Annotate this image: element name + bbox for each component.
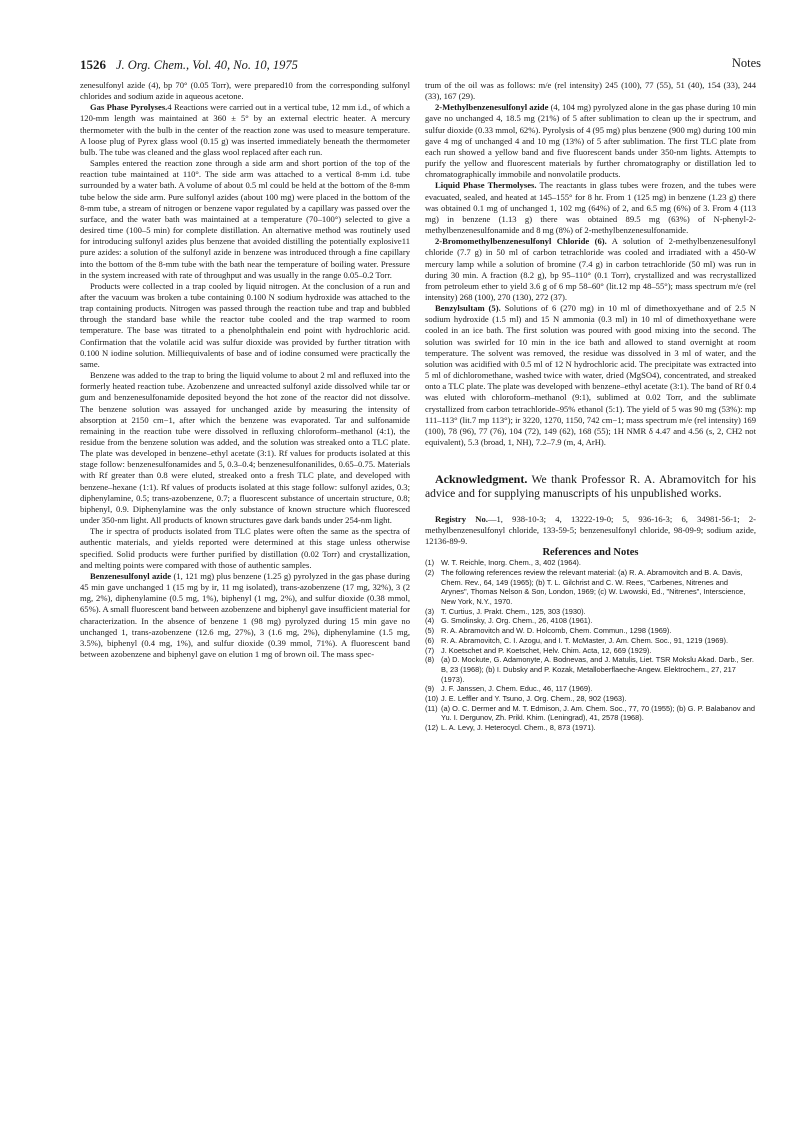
reference-item: (3) T. Curtius, J. Prakt. Chem., 125, 303 (1930). — [425, 606, 586, 616]
run-in-heading: Liquid Phase Thermolyses. — [435, 180, 537, 191]
registry-heading: Registry No. — [435, 513, 488, 524]
reference-item: (4) G. Smolinsky, J. Org. Chem., 26, 4108 (1961). — [425, 616, 593, 626]
paragraph: The ir spectra of products isolated from TLC plates were often the same as the spectra of authentic materials, and yields reported were determined at this stage unless otherwise specified. Solid products were further purified by distillation (0.02 Torr) and crystallization, and melting points were compared with those of authentic samples. — [80, 526, 410, 570]
paragraph-bromomethyl-chloride: 2-Bromomethylbenzenesulfonyl Chloride (6). A solution of 2-methylbenzenesulfonyl chloride (7.7 g) in 50 ml of carbon tetrachloride was cooled and irradiated with a 450-W mercury lamp while a solution of bromine (7.4 g) in carbon tetrachloride (50 ml) was run in during 30 min. A fraction (8.2 g), bp 95–110° (0.1 Torr), crystallized and was recrystallized from petroleum ether to yield 3.6 g of 6 mp 58–60° (lit.12 mp 48–55°); mass spectrum m/e (rel intensity) 268 (100), 270 (130), 272 (37). — [425, 236, 756, 302]
run-in-heading: Benzylsultam (5). — [435, 303, 501, 314]
journal-citation: J. Org. Chem., Vol. 40, No. 10, 1975 — [116, 58, 298, 72]
paragraph: trum of the oil was as follows: m/e (rel intensity) 245 (100), 77 (55), 51 (40), 154 (33), 244 (33), 167 (29). — [425, 80, 756, 102]
reference-item: (12) L. A. Levy, J. Heterocycl. Chem., 8, 873 (1971). — [425, 723, 596, 733]
reference-item: (6) R. A. Abramovitch, C. I. Azogu, and I. T. McMaster, J. Am. Chem. Soc., 91, 1219 (1969). — [425, 635, 728, 645]
reference-item: (7) J. Koetschet and P. Koetschet, Helv. Chim. Acta, 12, 669 (1929). — [425, 645, 652, 655]
acknowledgment: Acknowledgment. We thank Professor R. A. Abramovitch for his advice and for supplying manuscripts of his unpublished works. — [425, 472, 756, 501]
paragraph-benzenesulfonyl-azide: Benzenesulfonyl azide (1, 121 mg) plus benzene (1.25 g) pyrolyzed in the gas phase during 45 min gave unchanged 1 (15 mg by ir, 11 mg isolated), trans-azobenzene (17 mg, 32%), 3 (2 mg, 2%), diphenylamine (0.5 mg, 1%), biphenyl (1 mg, 2%), and sulfur dioxide (0.38 mmol, 65%). A small fluorescent band between azobenzene and biphenyl gave insufficient material for characterization. In the absence of benzene 1 (98 mg) pyrolyzed during 15 min gave no unchanged 1, trans-azobenzene (12.6 mg, 27%), 3 (1.6 mg, 2%), diphenylamine (1.5 mg, 3.5%), biphenyl (0.4 mg, 1%), and sulfur dioxide (0.39 mmol, 71%). A fluorescent band between azobenzene and biphenyl gave on elution 1 mg of brown oil. The mass spec- — [80, 570, 410, 659]
references-title: References and Notes — [542, 547, 639, 559]
reference-item: (9) J. F. Janssen, J. Chem. Educ., 46, 117 (1969). — [425, 684, 593, 694]
paragraph: Products were collected in a trap cooled by liquid nitrogen. At the conclusion of a run and after the vacuum was broken a tube containing 0.100 N sodium hydroxide was attached to the trap containing products. Nitrogen was passed through the reaction tube and trap and bubbled through the standard base while the reactor tube cooled and the trap warmed to room temperature. The base was titrated to a phenolphthalein end point with hydrochloric acid. Confirmation that the volatile acid was sulfur dioxide was provided by further titration with 0.100 N iodine solution. Milliequivalents of base and of iodine consumed were practically the same. — [80, 280, 410, 369]
left-column — [80, 80, 410, 660]
references-list — [425, 558, 756, 733]
paragraph: Samples entered the reaction zone through a side arm and short portion of the top of the reaction tube maintained at 110°. The side arm was attached to a vertical 8-mm i.d. tube surrounded by a water bath. A volume of about 0.5 ml could be held at the bottom of the 8-mm tube below the side arm. Pure sulfonyl azides (about 100 mg) were placed in the bottom of the 8-mm tube, a stream of nitrogen or benzene vapor regulated by a capillary was passed over the surface, and the water bath was maintained at a temperature (70–100°) selected to give a desired time (100–5 min) for complete distillation. An alternative method was routinely used for introducing sulfonyl azides plus benzene that avoided distilling the potentially explosive11 pure azides: a solution of the sulfonyl azide in benzene was introduced through a fine capillary into the bottom of the 8-mm tube with the bath near the temperature of boiling water. Pressure in the system increased with rate of throughput and was usually in the range 0.05–0.2 Torr. — [80, 158, 410, 280]
acknowledgment-heading: Acknowledgment. — [435, 472, 528, 487]
paragraph: Benzene was added to the trap to bring the liquid volume to about 2 ml and refluxed into the formerly heated reaction tube. Azobenzene and unreacted sulfonyl azide dissolved while tar or gum and benzenesulfonamide deposited beyond the hot zone of the reactor did not dissolve. The benzene solution was assayed for unchanged azide by measuring the intensity of absorption at 2150 cm−1, after which the benzene was evaporated. Tar and sulfonamide remaining in the reaction tube were dissolved in refluxing chloroform–methanol (4:1), the residue from the benzene solution was added, and the solution was streaked onto a TLC plate. The plate was developed in benzene–ethyl acetate (3:1). Rf values for products isolated at this stage follow: benzenesulfonamides and 5, 0.3–0.4; benzenesulfonanilides, 0.65–0.75. Materials with Rf greater than 0.8 were eluted, streaked onto a fresh TLC plate, and developed with benzene–hexane (1:1). Rf values of products isolated at this stage follow: sulfonyl azides, 0.3; diphenylamine, 0.5; trans-azobenzene, 0.7; a fluorescent substance of uncertain structure, 0.8; biphenyl, 0.9. Diphenylamine was the only substance of known structure which fluoresced under 350-nm light. All products of known structures gave dark bands under 254-nm light. — [80, 370, 410, 526]
run-in-heading: 2-Methylbenzenesulfonyl azide — [435, 102, 549, 113]
page-number: 1526 — [80, 57, 106, 72]
run-in-heading: 2-Bromomethylbenzenesulfonyl Chloride (6). — [435, 236, 607, 247]
reference-item: (10) J. E. Leffler and Y. Tsuno, J. Org. Chem., 28, 902 (1963). — [425, 694, 627, 704]
run-in-heading: Gas Phase Pyrolyses. — [90, 102, 168, 113]
paragraph-liquid-phase-thermolyses: Liquid Phase Thermolyses. The reactants in glass tubes were frozen, and the tubes were evacuated, sealed, and heated at 145–155° for 8 hr. From 1 (125 mg) in benzene (1.23 g) there was obtained 0.1 mg of unchanged 1, 102 mg (64%) of 2, and 6.5 mg (6%) of 3. From 4 (113 mg) in benzene (1.13 g) there was obtained 89.5 mg (63%) of N-phenyl-2-methylbenzenesulfonamide and 8 mg (8%) of 2-methylbenzenesulfonamide. — [425, 180, 757, 236]
page-header — [80, 56, 761, 76]
reference-item: (1) W. T. Reichle, Inorg. Chem., 3, 402 (1964). — [425, 558, 581, 568]
paragraph-benzylsultam: Benzylsultam (5). Solutions of 6 (270 mg) in 10 ml of dimethoxyethane and of 2.5 N sodium hydroxide (1.5 ml) and 15 N ammonia (0.3 ml) in 10 ml of dimethoxyethane were cooled in an ice bath. The first solution was poured with good mixing into the second. The solution was swirled for 10 min in the ice bath and allowed to stand overnight at room temperature. The solvent was removed, the residue was dissolved in 3 ml of water, and the solution was acidified with 0.5 ml of 12 N hydrochloric acid. The precipitate was extracted into 5 ml of dichloromethane, washed twice with water, dried (MgSO4), concentrated, and streaked onto a TLC plate. The plate was developed with benzene–ethyl acetate (3:1). The band of Rf 0.4 was eluted with chloroform–methanol (9:1), sublimed at 0.02 Torr, and the sublimate crystallized from carbon tetrachloride–95% ethanol (5:1). The yield of 5 was 90 mg (53%): mp 111–113° (lit.7 mp 113°); ir 3220, 1270, 1150, 742 cm−1; mass spectrum m/e (rel intensity) 169 (100), 78 (96), 77 (76), 104 (72), 149 (62), 168 (55); 1H NMR δ 4.47 and 4.56 (s, 2, CH2 not equivalent), 5.3 (broad, 1, NH), 7.2–7.9 (m, 4, ArH). — [425, 303, 756, 447]
paragraph-methylbenzenesulfonyl-azide: 2-Methylbenzenesulfonyl azide (4, 104 mg) pyrolyzed alone in the gas phase during 10 min gave no unchanged 4, 18.5 mg (21%) of 5 after sublimation to clean up the ir spectrum, and sulfur dioxide (0.33 mmol, 62%). Pyrolysis of 4 (95 mg) plus benzene (900 mg) during 100 min gave 4 mg of unchanged 4 and 10 mg (13%) of 5 after sublimation. The first TLC plate from each run showed a yellow band and five fluorescent bands under 350-nm lights. Attempts to purify the yellow and fluorescent materials by further chromatography or distillation led to chromatographically immobile and nonvolatile products. — [425, 102, 756, 180]
right-column — [425, 80, 756, 733]
reference-item: (8) (a) D. Mockute, G. Adamonyte, A. Bodnevas, and J. Matulis, Liet. TSR Mokslu Akad. Darb., Ser. B, 23 (1968); (b) I. Dubsky and P. Kozak, Metalloberflaeche-Angew. Elektrochem., 27, 217 (1973). — [425, 655, 754, 684]
run-in-heading: Benzenesulfonyl azide — [90, 570, 172, 581]
paragraph: zenesulfonyl azide (4), bp 70° (0.05 Torr), were prepared10 from the corresponding sulfonyl chlorides and sodium azide in aqueous acetone. — [80, 80, 410, 102]
reference-item: (5) R. A. Abramovitch and W. D. Holcomb, Chem. Commun., 1298 (1969). — [425, 626, 672, 636]
reference-item: (2) The following references review the relevant material: (a) R. A. Abramovitch and B. A. Davis, Chem. Rev., 64, 149 (1965); (b) T. L. Gilchrist and C. W. Rees, "Carbenes, Nitrenes and Arynes", Thomas Nelson & Son, London, 1969; (c) W. Lwowski, Ed., "Nitrenes", Interscience, New York, N.Y., 1970. — [425, 567, 746, 606]
registry-numbers: Registry No.—1, 938-10-3; 4, 13222-19-0; 5, 936-16-3; 6, 34981-56-1; 2-methylbenzenesulfonyl chloride, 133-59-5; benzenesulfonyl chloride, 98-09-9; sodium azide, 12136-89-9. — [425, 513, 756, 546]
reference-item: (11) (a) O. C. Dermer and M. T. Edmison, J. Am. Chem. Soc., 77, 70 (1955); (b) G. P. Balabanov and Yu. I. Dergunov, Zh. Prikl. Khim. (Leningrad), 41, 2578 (1968). — [425, 703, 755, 723]
paragraph-gas-phase-pyrolyses: Gas Phase Pyrolyses.4 Reactions were carried out in a vertical tube, 12 mm i.d., of which a 120-mm length was maintained at 360 ± 5° by an external electric heater. A mercury thermometer with the bulb in the center of the reaction zone was used to measure temperature. A loose plug of Pyrex glass wool (0.15 g) was inserted immediately beneath the thermometer bulb. The tube was cleaned and the glass wool replaced after each run. — [80, 102, 410, 157]
section-label: Notes — [731, 56, 761, 70]
